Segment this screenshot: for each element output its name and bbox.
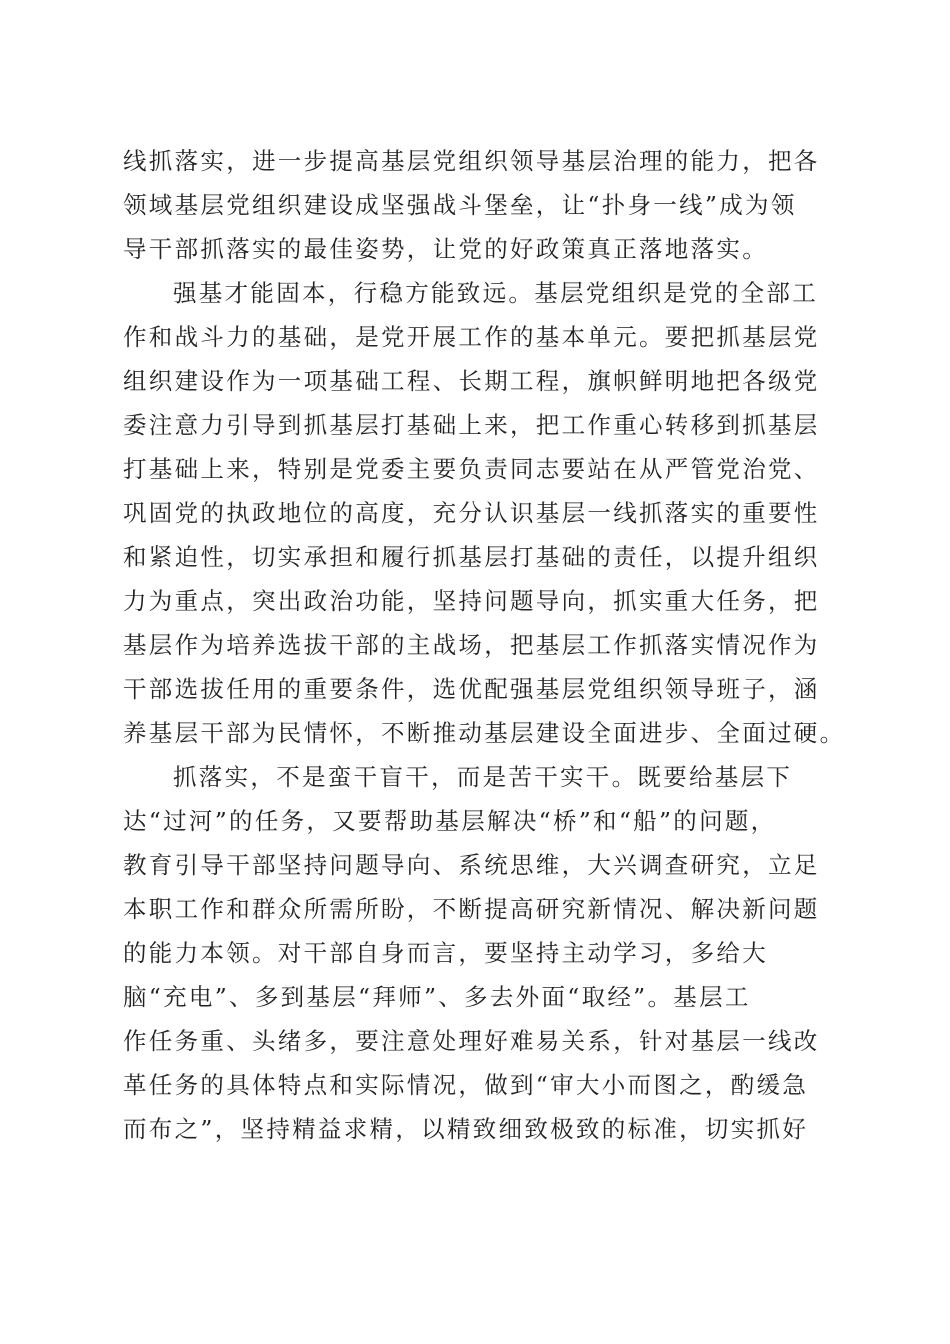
text-line: 而布之”，坚持精益求精，以精致细致极致的标准，切实抓好 <box>123 1115 809 1143</box>
text-line: 教育引导干部坚持问题导向、系统思维，大兴调查研究，立足 <box>123 851 820 879</box>
text-line: 力为重点，突出政治功能，坚持问题导向，抓实重大任务，把 <box>123 587 820 615</box>
text-line: 基层作为培养选拔干部的主战场，把基层工作抓落实情况作为 <box>123 631 820 659</box>
text-line: 委注意力引导到抓基层打基础上来，把工作重心转移到抓基层 <box>123 411 820 439</box>
text-line: 作任务重、头绪多，要注意处理好难易关系，针对基层一线改 <box>123 1027 820 1055</box>
text-line: 打基础上来，特别是党委主要负责同志要站在从严管党治党、 <box>123 455 820 483</box>
text-line: 组织建设作为一项基础工程、长期工程，旗帜鲜明地把各级党 <box>123 367 820 395</box>
text-line: 脑“充电”、多到基层“拜师”、多去外面“取经”。基层工 <box>123 983 751 1011</box>
text-line: 作和战斗力的基础，是党开展工作的基本单元。要把抓基层党 <box>123 323 820 351</box>
text-line: 养基层干部为民情怀，不断推动基层建设全面进步、全面过硬。 <box>123 719 846 747</box>
text-line: 领域基层党组织建设成坚强战斗堡垒，让“扑身一线”成为领 <box>123 191 797 219</box>
text-line: 达“过河”的任务，又要帮助基层解决“桥”和“船”的问题， <box>123 807 777 835</box>
text-line: 线抓落实，进一步提高基层党组织领导基层治理的能力，把各 <box>123 147 820 175</box>
text-line: 和紧迫性，切实承担和履行抓基层打基础的责任，以提升组织 <box>123 543 820 571</box>
text-line: 革任务的具体特点和实际情况，做到“审大小而图之，酌缓急 <box>123 1071 809 1099</box>
paragraph-start-line: 强基才能固本，行稳方能致远。基层党组织是党的全部工 <box>173 279 818 307</box>
paragraph-start-line: 抓落实，不是蛮干盲干，而是苦干实干。既要给基层下 <box>173 763 793 791</box>
body-text <box>123 139 846 1151</box>
text-line: 导干部抓落实的最佳姿势，让党的好政策真正落地落实。 <box>123 235 768 263</box>
text-line: 干部选拔任用的重要条件，选优配强基层党组织领导班子，涵 <box>123 675 820 703</box>
text-line: 的能力本领。对干部自身而言，要坚持主动学习，多给大 <box>123 939 768 967</box>
text-line: 本职工作和群众所需所盼，不断提高研究新情况、解决新问题 <box>123 895 820 923</box>
text-line: 巩固党的执政地位的高度，充分认识基层一线抓落实的重要性 <box>123 499 820 527</box>
